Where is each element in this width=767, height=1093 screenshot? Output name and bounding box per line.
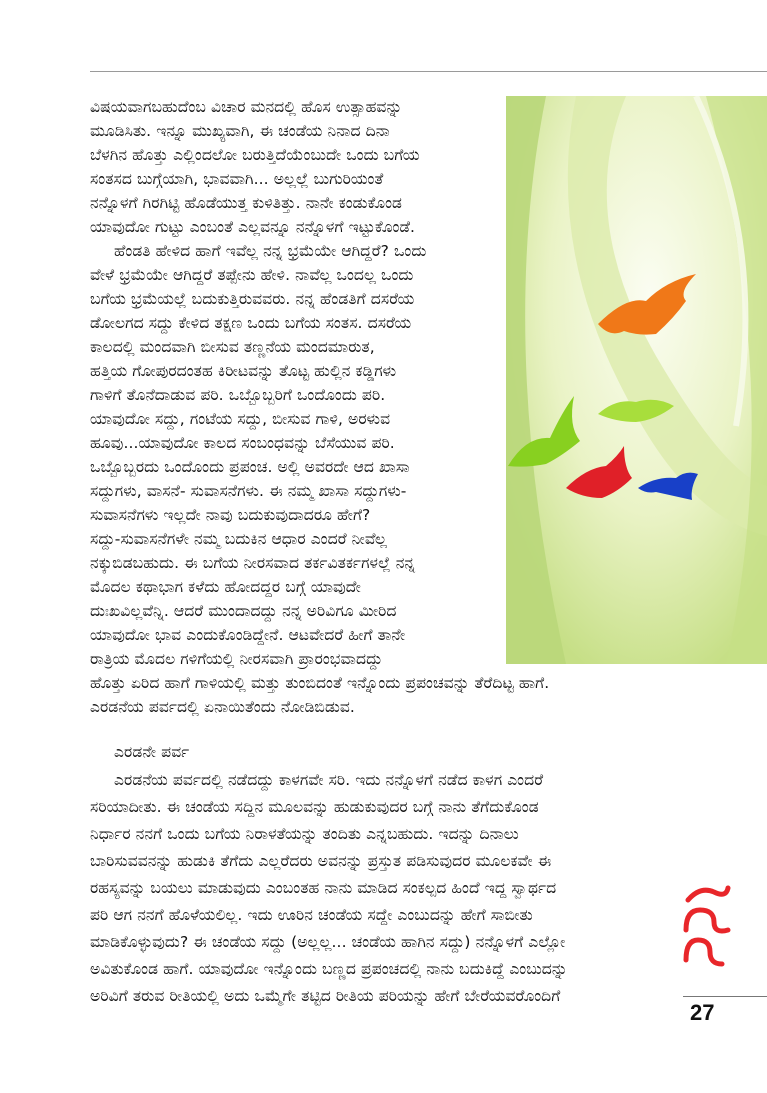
text-line: ವೇಳೆ ಭ್ರಮೆಯೇ ಆಗಿದ್ದರೆ ತಪ್ಪೇನು ಹೇಳಿ. ನಾವೆಲ್ಲ ಒಂದಲ್ಲ ಒಂದು: [90, 266, 414, 284]
text-line: ಮೊದಲ ಕಥಾಭಾಗ ಕಳೆದು ಹೋದದ್ದರ ಬಗ್ಗೆ ಯಾವುದೇ: [90, 578, 361, 596]
text-line: ಕಾಲದಲ್ಲಿ ಮಂದವಾಗಿ ಬೀಸುವ ತಣ್ಣನೆಯ ಮಂದಮಾರುತ,: [90, 338, 375, 356]
text-line: ಬೆಳಗಿನ ಹೊತ್ತು ಎಲ್ಲಿಂದಲೋ ಬರುತ್ತಿದೆಯೆಂಬುದೇ ಒಂದು ಬಗೆಯ: [90, 146, 420, 164]
text-line: ದುಃಖವಿಲ್ಲವೆನ್ನಿ. ಆದರೆ ಮುಂದಾದದ್ದು ನನ್ನ ಅರಿವಿಗೂ ಮೀರಿದ: [90, 602, 397, 620]
text-line: ಸದ್ದು-ಸುವಾಸನೆಗಳೇ ನಮ್ಮ ಬದುಕಿನ ಆಧಾರ ಎಂದರೆ ನೀವೆಲ್ಲ: [90, 530, 388, 548]
text-line: ರಹಸ್ಯವನ್ನು ಬಯಲು ಮಾಡುವುದು ಎಂಬಂತಹ ನಾನು ಮಾಡಿದ ಸಂಕಲ್ಪದ ಹಿಂದೆ ಇದ್ದ ಸ್ವಾರ್ಥದ: [90, 879, 557, 897]
text-line: ಎರಡನೆಯ ಪರ್ವದಲ್ಲಿ ಏನಾಯಿತೆಂದು ನೋಡಿಬಿಡುವ.: [90, 698, 355, 716]
text-line: ಹೂವು...ಯಾವುದೋ ಕಾಲದ ಸಂಬಂಧವನ್ನು ಬೆಸೆಯುವ ಪರಿ.: [90, 434, 395, 452]
text-line: ಎರಡನೆಯ ಪರ್ವದಲ್ಲಿ ನಡೆದದ್ದು ಕಾಳಗವೇ ಸರಿ. ಇದು ನನ್ನೊಳಗೆ ನಡೆದ ಕಾಳಗ ಎಂದರೆ: [114, 771, 544, 789]
text-line: ಸಂತಸದ ಬುಗ್ಗೆಯಾಗಿ, ಭಾವವಾಗಿ... ಅಲ್ಲಲ್ಲೆ ಬುಗುರಿಯಂತೆ: [90, 170, 384, 188]
text-line: ಒಬ್ಬೊಬ್ಬರದು ಒಂದೊಂದು ಪ್ರಪಂಚ. ಅಲ್ಲಿ ಅವರದೇ ಆದ ಖಾಸಾ: [90, 458, 410, 476]
text-line: ಪರಿ ಆಗ ನನಗೆ ಹೊಳೆಯಲಿಲ್ಲ. ಇದು ಊರಿನ ಚಂಡೆಯ ಸದ್ದೇ ಎಂಬುದನ್ನು ಹೇಗೆ ಸಾಬೀತು: [90, 906, 533, 924]
text-line: ಬಾರಿಸುವವನನ್ನು ಹುಡುಕಿ ತೆಗೆದು ಎಲ್ಲರೆದರು ಅವನನ್ನು ಪ್ರಸ್ತುತ ಪಡಿಸುವುದರ ಮೂಲಕವೇ ಈ: [90, 852, 552, 870]
birds-illustration: [506, 96, 767, 664]
text-line: ಬಗೆಯ ಭ್ರಮೆಯಲ್ಲೆ ಬದುಕುತ್ತಿರುವವರು. ನನ್ನ ಹೆಂಡತಿಗೆ ದಸರೆಯ: [90, 290, 415, 308]
text-line: ಗಾಳಿಗೆ ತೊನೆದಾಡುವ ಪರಿ. ಒಬ್ಬೊಬ್ಬರಿಗೆ ಒಂದೊಂದು ಪರಿ.: [90, 386, 386, 404]
text-line: ವಿಷಯವಾಗಬಹುದೆಂಬ ವಿಚಾರ ಮನದಲ್ಲಿ ಹೊಸ ಉತ್ಸಾಹವನ್ನು: [90, 98, 403, 116]
text-line: ಹೆಂಡತಿ ಹೇಳಿದ ಹಾಗೆ ಇವೆಲ್ಲ ನನ್ನ ಭ್ರಮೆಯೇ ಆಗಿದ್ದರೆ? ಒಂದು: [114, 242, 427, 260]
magazine-logo: [680, 880, 736, 970]
text-line: ನನ್ನೊಳಗೆ ಗಿರಗಿಟ್ಟಿ ಹೊಡೆಯುತ್ತ ಕುಳಿತಿತ್ತು. ನಾನೇ ಕಂಡುಕೊಂಡ: [90, 194, 403, 212]
text-line: ನಿರ್ಧಾರ ನನಗೆ ಒಂದು ಬಗೆಯ ನಿರಾಳತೆಯನ್ನು ತಂದಿತು ಎನ್ನಬಹುದು. ಇದನ್ನು ದಿನಾಲು: [90, 825, 519, 843]
text-line: ಮಾಡಿಕೊಳ್ಳುವುದು? ಈ ಚಂಡೆಯ ಸದ್ದು (ಅಲ್ಲಲ್ಲ... ಚಂಡೆಯ ಹಾಗಿನ ಸದ್ದು) ನನ್ನೊಳಗೆ ಎಲ್ಲೋ: [90, 933, 566, 951]
text-line: ಅರಿವಿಗೆ ತರುವ ರೀತಿಯಲ್ಲಿ ಅದು ಒಮ್ಮೆಗೇ ತಟ್ಟಿದ ರೀತಿಯ ಪರಿಯನ್ನು ಹೇಗೆ ಬೇರೆಯವರೊಂದಿಗೆ: [90, 987, 561, 1005]
section-heading: ಎರಡನೇ ಪರ್ವ: [114, 743, 190, 761]
text-line: ಯಾವುದೋ ಗುಟ್ಟು ಎಂಬಂತೆ ಎಲ್ಲವನ್ನೂ ನನ್ನೊಳಗೆ ಇಟ್ಟುಕೊಂಡೆ.: [90, 218, 416, 236]
text-line: ಸದ್ದುಗಳು, ವಾಸನೆ- ಸುವಾಸನೆಗಳು. ಈ ನಮ್ಮ ಖಾಸಾ ಸದ್ದುಗಳು-: [90, 482, 407, 500]
text-line: ಸುವಾಸನೆಗಳು ಇಲ್ಲದೇ ನಾವು ಬದುಕುವುದಾದರೂ ಹೇಗೆ?: [90, 506, 371, 524]
text-line: ನಕ್ಕುಬಿಡಬಹುದು. ಈ ಬಗೆಯ ನೀರಸವಾದ ತರ್ಕವಿತರ್ಕಗಳಲ್ಲೆ ನನ್ನ: [90, 554, 416, 572]
text-line: ಮೂಡಿಸಿತು. ಇನ್ನೂ ಮುಖ್ಯವಾಗಿ, ಈ ಚಂಡೆಯ ನಿನಾದ ದಿನಾ: [90, 122, 390, 140]
text-line: ಹೊತ್ತು ಏರಿದ ಹಾಗೆ ಗಾಳಿಯಲ್ಲಿ ಮತ್ತು ತುಂಬಿದಂತೆ ಇನ್ನೊಂದು ಪ್ರಪಂಚವನ್ನು ತೆರೆದಿಟ್ಟ ಹಾಗೆ.: [90, 674, 550, 692]
text-line: ರಾತ್ರಿಯ ಮೊದಲ ಗಳಿಗೆಯಲ್ಲಿ ನೀರಸವಾಗಿ ಪ್ರಾರಂಭವಾದದ್ದು: [90, 650, 383, 668]
page-number: 27: [690, 1000, 715, 1025]
text-line: ಹತ್ತಿಯ ಗೋಪುರದಂತಹ ಕಿರೀಟವನ್ನು ತೊಟ್ಟ ಹುಲ್ಲಿನ ಕಡ್ಡಿಗಳು: [90, 362, 397, 380]
text-line: ಡೋಲಗದ ಸದ್ದು ಕೇಳಿದ ತಕ್ಷಣ ಒಂದು ಬಗೆಯ ಸಂತಸ. ದಸರೆಯ: [90, 314, 412, 332]
text-line: ಅವಿತುಕೊಂಡ ಹಾಗೆ. ಯಾವುದೋ ಇನ್ನೊಂದು ಬಣ್ಣದ ಪ್ರಪಂಚದಲ್ಲಿ ನಾನು ಬದುಕಿದ್ದೆ ಎಂಬುದನ್ನು: [90, 960, 568, 978]
page-number-rule: [683, 996, 767, 997]
text-line: ಯಾವುದೋ ಸದ್ದು, ಗಂಟೆಯ ಸದ್ದು, ಬೀಸುವ ಗಾಳಿ, ಅರಳುವ: [90, 410, 391, 428]
text-line: ಸರಿಯಾದೀತು. ಈ ಚಂಡೆಯ ಸದ್ದಿನ ಮೂಲವನ್ನು ಹುಡುಕುವುದರ ಬಗ್ಗೆ ನಾನು ತೆಗೆದುಕೊಂಡ: [90, 798, 539, 816]
text-line: ಯಾವುದೋ ಭಾವ ಎಂದುಕೊಂಡಿದ್ದೇನೆ. ಆಟವೇದರೆ ಹೀಗೆ ತಾನೇ: [90, 626, 406, 644]
